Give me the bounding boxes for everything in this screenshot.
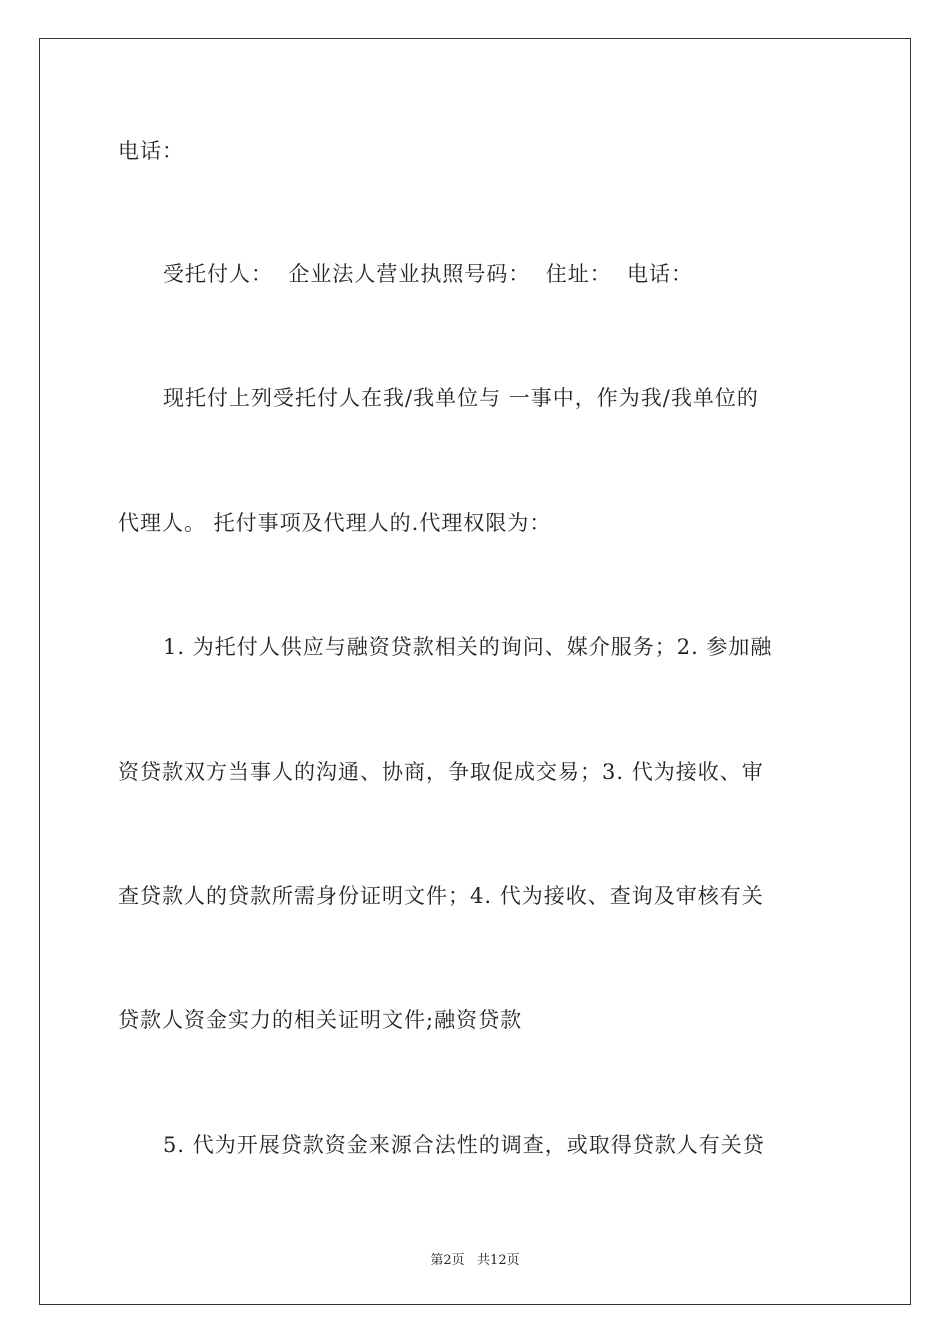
- text-line-paragraph-2b: 资贷款双方当事人的沟通、协商，争取促成交易；3. 代为接收、审: [118, 760, 764, 784]
- text-line-paragraph-2c: 查贷款人的贷款所需身份证明文件；4. 代为接收、查询及审核有关: [118, 884, 764, 908]
- text-line-paragraph-1a: 现托付上列受托付人在我/我单位与 一事中，作为我/我单位的: [163, 386, 759, 410]
- text-line-paragraph-2a: 1. 为托付人供应与融资贷款相关的询问、媒介服务；2. 参加融: [163, 635, 773, 659]
- text-line-paragraph-2d: 贷款人资金实力的相关证明文件;融资贷款: [118, 1008, 523, 1032]
- page-border: [39, 38, 911, 1305]
- text-line-paragraph-1b: 代理人。 托付事项及代理人的.代理权限为：: [118, 511, 552, 535]
- text-line-paragraph-3a: 5. 代为开展贷款资金来源合法性的调查，或取得贷款人有关贷: [163, 1133, 765, 1157]
- text-line-phone: 电话：: [118, 139, 184, 163]
- text-line-trustee-info: 受托付人： 企业法人营业执照号码： 住址： 电话：: [163, 262, 694, 286]
- page-number: 第2页 共12页: [430, 1253, 520, 1268]
